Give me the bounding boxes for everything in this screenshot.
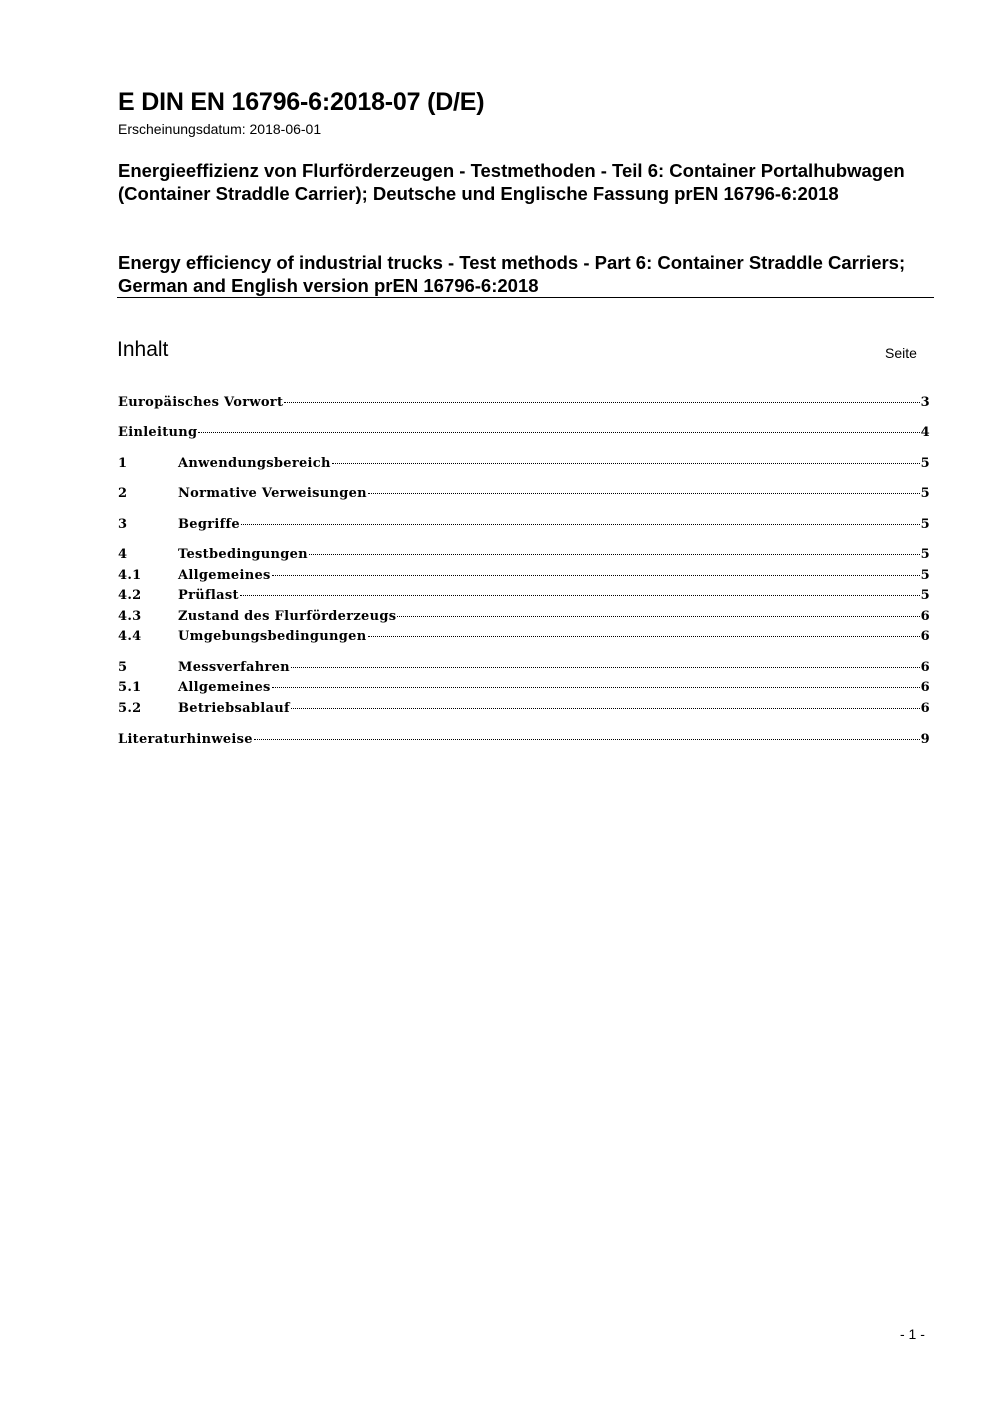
toc-entry-number: 2: [118, 486, 128, 501]
toc-entry-number: 4.4: [118, 629, 142, 644]
toc-entry-number: 4.1: [118, 568, 142, 583]
toc-dot-leader: [332, 463, 920, 464]
toc-entry-page: 6: [920, 609, 930, 624]
toc-entry-page: 3: [920, 395, 930, 410]
toc-entry-page: 6: [920, 701, 930, 716]
toc-entry-page: 5: [920, 568, 930, 583]
toc-entry-title: Prüflast: [178, 588, 239, 603]
toc-entry-page: 5: [920, 486, 930, 501]
toc-entry-title: Testbedingungen: [178, 547, 308, 562]
toc-dot-leader: [309, 554, 920, 555]
toc-entry-number: 4.3: [118, 609, 142, 624]
toc-dot-leader: [272, 575, 920, 576]
toc-entry-1[interactable]: [118, 456, 930, 476]
toc-dot-leader: [368, 636, 920, 637]
toc-dot-leader: [291, 708, 920, 709]
toc-entry-page: 4: [920, 425, 930, 440]
title-english: Energy efficiency of industrial trucks - Test methods - Part 6: Container Straddle Carriers; German and English version prEN 16796-6:2018: [118, 252, 906, 296]
toc-entry-title: Allgemeines: [178, 680, 271, 695]
toc-entry-title: Literaturhinweise: [118, 732, 253, 747]
toc-dot-leader: [272, 687, 920, 688]
toc-entry-title: Umgebungsbedingungen: [178, 629, 367, 644]
toc-dot-leader: [254, 739, 920, 740]
toc-entry-2[interactable]: [118, 486, 930, 506]
toc-entry-page: 6: [920, 629, 930, 644]
page-number: - 1 -: [900, 1326, 925, 1342]
toc-entry-einleitung[interactable]: [118, 425, 930, 445]
toc-entry-5[interactable]: [118, 660, 930, 680]
toc-entry-title: Begriffe: [178, 517, 240, 532]
toc-entry-title: Betriebsablauf: [178, 701, 290, 716]
toc-entry-number: 3: [118, 517, 128, 532]
toc-entry-5-2[interactable]: [118, 701, 930, 721]
toc-dot-leader: [240, 595, 920, 596]
title-german: Energieeffizienz von Flurförderzeugen - Testmethoden - Teil 6: Container Portalhubwagen (Container Straddle Carrier); Deutsche und Englische Fassung prEN 16796-6:2018: [118, 160, 905, 204]
header-divider: [117, 297, 934, 298]
toc-entry-title: Zustand des Flurförderzeugs: [178, 609, 397, 624]
toc-entry-page: 9: [920, 732, 930, 747]
toc-entry-europaeisches-vorwort[interactable]: [118, 395, 930, 415]
toc-dot-leader: [368, 493, 920, 494]
toc-dot-leader: [397, 616, 919, 617]
toc-entry-title: Normative Verweisungen: [178, 486, 367, 501]
toc-entry-5-1[interactable]: [118, 680, 930, 700]
toc-entry-page: 5: [920, 517, 930, 532]
toc-entry-page: 5: [920, 547, 930, 562]
toc-entry-page: 6: [920, 660, 930, 675]
toc-entry-literaturhinweise[interactable]: [118, 732, 930, 752]
document-id: E DIN EN 16796-6:2018-07 (D/E): [118, 88, 485, 116]
publication-date: Erscheinungsdatum: 2018-06-01: [118, 121, 322, 137]
toc-entry-number: 5.2: [118, 701, 142, 716]
toc-dot-leader: [291, 667, 920, 668]
toc-dot-leader: [284, 402, 919, 403]
toc-entry-4-4[interactable]: [118, 629, 930, 649]
toc-entry-number: 4: [118, 547, 128, 562]
toc-entry-number: 4.2: [118, 588, 142, 603]
toc-entry-4-3[interactable]: [118, 609, 930, 629]
toc-entry-number: 1: [118, 456, 128, 471]
toc-entry-title: Messverfahren: [178, 660, 290, 675]
toc-entry-4-1[interactable]: [118, 568, 930, 588]
toc-entry-title: Europäisches Vorwort: [118, 395, 284, 410]
toc-entry-title: Allgemeines: [178, 568, 271, 583]
toc-entry-4[interactable]: [118, 547, 930, 567]
toc-entry-number: 5.1: [118, 680, 142, 695]
toc-heading: Inhalt: [117, 338, 169, 361]
toc-entry-page: 6: [920, 680, 930, 695]
toc-entry-title: Anwendungsbereich: [178, 456, 331, 471]
toc-entry-4-2[interactable]: [118, 588, 930, 608]
toc-dot-leader: [241, 524, 920, 525]
toc-dot-leader: [198, 432, 919, 433]
toc-entry-page: 5: [920, 588, 930, 603]
toc-entry-3[interactable]: [118, 517, 930, 537]
toc-entry-number: 5: [118, 660, 128, 675]
toc-entry-page: 5: [920, 456, 930, 471]
toc-page-column-label: Seite: [885, 345, 917, 361]
toc-entry-title: Einleitung: [118, 425, 198, 440]
